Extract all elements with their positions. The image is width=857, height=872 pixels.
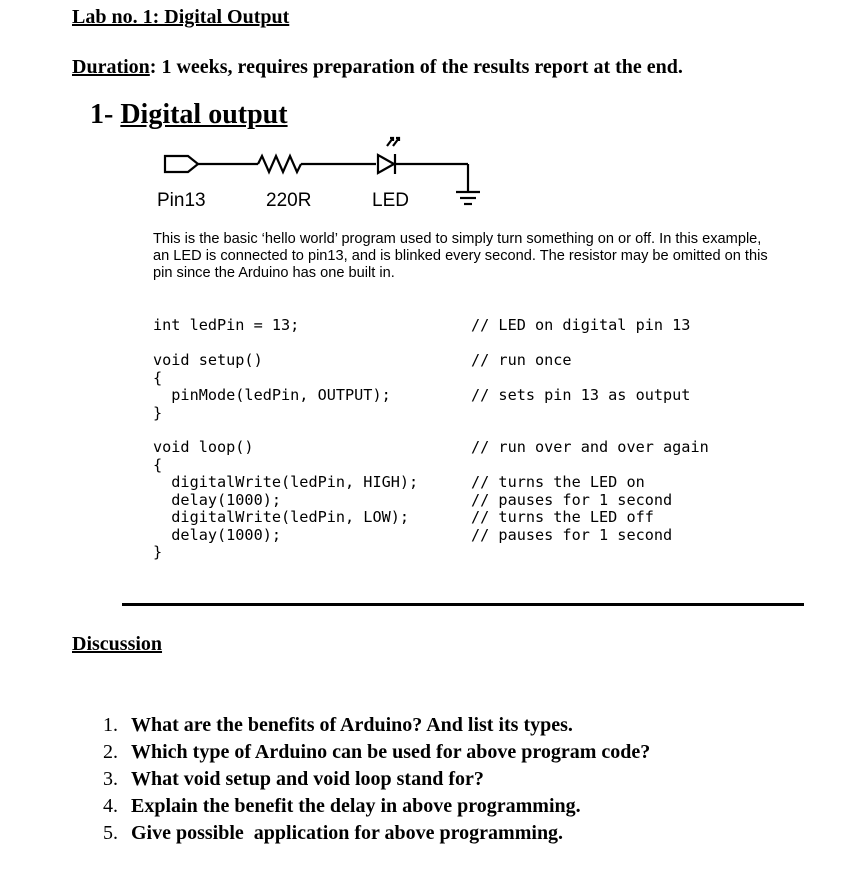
discussion-questions <box>103 712 650 847</box>
list-item <box>103 712 650 739</box>
description-text: This is the basic ‘hello world’ program used to simply turn something on or off. In this example, an LED is connected to pin13, and is blinked every second. The resistor may be omitted on this pin since the Arduino has one built in. <box>153 231 768 281</box>
code-comment: // turns the LED off <box>471 508 654 526</box>
code-comment: // LED on digital pin 13 <box>471 316 691 334</box>
question-text: What are the benefits of Arduino? And list its types. <box>131 714 573 736</box>
question-number: 3. <box>103 768 118 790</box>
code-comment: // pauses for 1 second <box>471 491 673 509</box>
code-line: void setup() <box>153 351 263 369</box>
resistor-label: 220R <box>266 190 312 211</box>
code-comment: // pauses for 1 second <box>471 526 673 544</box>
question-text: What void setup and void loop stand for? <box>131 768 484 790</box>
lab-title: Lab no. 1: Digital Output <box>72 6 290 28</box>
code-comment: // turns the LED on <box>471 473 645 491</box>
discussion-heading: Discussion <box>72 633 163 655</box>
code-line: pinMode(ledPin, OUTPUT); <box>153 386 391 404</box>
duration-text: : 1 weeks, requires preparation of the results report at the end. <box>149 56 683 78</box>
code-line: int ledPin = 13; <box>153 316 300 334</box>
duration-line <box>72 56 683 79</box>
code-line: delay(1000); <box>153 491 282 509</box>
question-number: 5. <box>103 822 118 844</box>
led-icon <box>378 138 399 174</box>
question-number: 4. <box>103 795 118 817</box>
code-line: } <box>153 404 163 422</box>
question-text: Explain the benefit the delay in above programming. <box>131 795 581 817</box>
code-line: delay(1000); <box>153 526 282 544</box>
question-text: Give possible application for above programming. <box>131 822 564 844</box>
code-line: digitalWrite(ledPin, LOW); <box>153 508 410 526</box>
code-line: { <box>153 456 163 474</box>
duration-label: Duration <box>72 56 150 78</box>
section-number: 1- <box>90 99 114 130</box>
question-number: 2. <box>103 741 118 763</box>
code-line: digitalWrite(ledPin, HIGH); <box>153 473 419 491</box>
list-item <box>103 766 650 793</box>
section-title: Digital output <box>120 99 288 130</box>
section-heading <box>90 99 288 131</box>
pin-label: Pin13 <box>157 190 206 211</box>
list-item <box>103 793 650 820</box>
list-item <box>103 820 650 847</box>
resistor-icon <box>258 156 301 172</box>
code-line: } <box>153 543 163 561</box>
code-comment: // run once <box>471 351 572 369</box>
code-line: void loop() <box>153 438 254 456</box>
pin-connector-icon <box>165 156 198 172</box>
code-line: { <box>153 369 163 387</box>
question-number: 1. <box>103 714 118 736</box>
ground-icon <box>456 164 480 204</box>
led-label: LED <box>372 190 409 211</box>
section-divider <box>122 603 804 606</box>
code-comment: // run over and over again <box>471 438 709 456</box>
question-text: Which type of Arduino can be used for above program code? <box>131 741 651 763</box>
code-comment: // sets pin 13 as output <box>471 386 691 404</box>
list-item <box>103 739 650 766</box>
